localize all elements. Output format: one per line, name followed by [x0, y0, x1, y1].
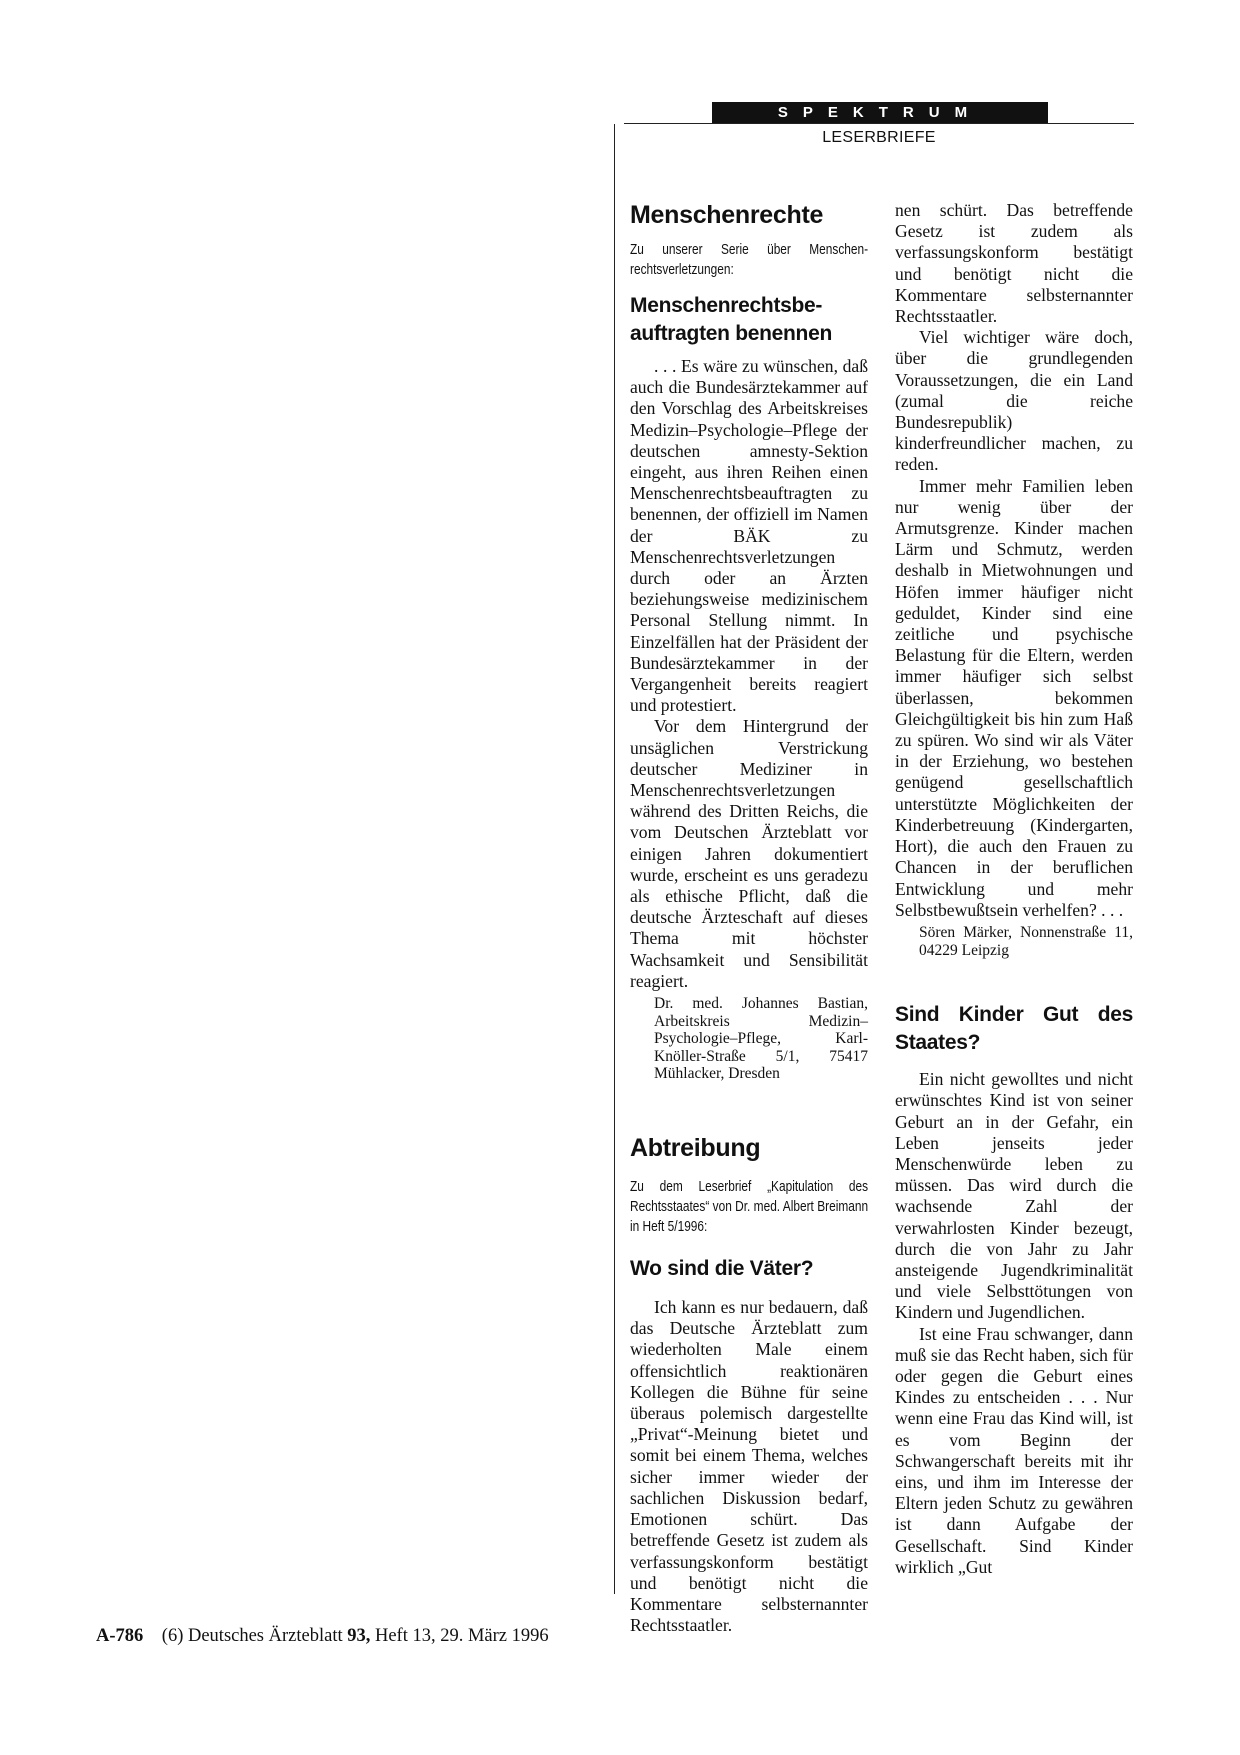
article-kicker: Zu dem Leserbrief „Kapitulation des Rechtsstaates“ von Dr. med. Albert Breimann in Heft 5/1996:	[630, 1179, 869, 1236]
volume-number: 93,	[347, 1626, 371, 1646]
letter-paragraph: Ich kann es nur bedauern, daß das Deutsche Ärzteblatt zum wiederholten Male einem offensichtlich reaktionären Kollegen die Bühne für seine überaus polemisch dargestellte „Privat“-Meinung bietet und somit bei einem Thema, welches sicher immer wieder der sachlichen Diskussion bedarf, Emotionen schürt. Das betreffende Gesetz ist zudem als verfassungskonform bestätigt und benötigt nicht die Kommentare selbsternannter Rechtsstaatler.	[630, 1297, 868, 1636]
letter-signature: Sören Märker, Nonnenstraße 11, 04229 Leipzig	[919, 923, 1133, 959]
letter-paragraph: Vor dem Hintergrund der unsäglichen Verstrickung deutscher Mediziner in Menschenrechtsverletzungen während des Dritten Reichs, die vom Deutschen Ärzteblatt vor einigen Jahren dokumentiert wurde, erscheint es uns geradezu als ethische Pflicht, daß die deutsche Ärzteschaft auf dieses Thema mit höchster Wachsamkeit und Sensibilität reagiert.	[630, 716, 868, 991]
letter-paragraph: Ein nicht gewolltes und nicht erwünschtes Kind ist von seiner Geburt an in der Gefahr, ein Leben jenseits jeder Menschenwürde leben zu müssen. Das wird durch die wachsende Zahl der verwahrlosten Kinder bezeugt, durch die von Jahr zu Jahr ansteigende Jugendkriminalität und viele Selbsttötungen von Kindern und Jugendlichen.	[895, 1069, 1133, 1323]
section-banner: SPEKTRUM	[712, 102, 1048, 124]
article-title: Menschenrechte	[630, 201, 824, 229]
letter-paragraph: . . . Es wäre zu wünschen, daß auch die Bundesärztekammer auf den Vorschlag des Arbeitskreises Medizin–Psychologie–Pflege der deutschen amnesty-Sektion eingeht, aus ihren Reihen einen Menschenrechtsbeauftragten zu benennen, der offiziell im Namen der BÄK zu Menschenrechtsverletzungen durch oder an Ärzten beziehungsweise medizinischem Personal Stellung nimmt. In Einzelfällen hat der Präsident der Bundesärztekammer in der Vergangenheit bereits reagiert und protestiert.	[630, 356, 868, 716]
letter-paragraph: Viel wichtiger wäre doch, über die grundlegenden Voraussetzungen, die ein Land (zumal die reiche Bundesrepublik) kinderfreundlicher machen, zu reden.	[895, 327, 1133, 475]
page-footer	[96, 1626, 549, 1647]
issue-citation-suffix: Heft 13, 29. März 1996	[374, 1626, 549, 1646]
letter-heading: Wo sind die Väter?	[630, 1257, 814, 1281]
letter-paragraph: Ist eine Frau schwanger, dann muß sie das Recht haben, sich für oder gegen die Geburt eines Kindes zu entscheiden . . . Nur wenn eine Frau das Kind will, ist es vom Beginn der Schwangerschaft bereits mit ihr eins, und ihm im Interesse der Eltern jeden Schutz zu gewähren ist dann Aufgabe der Gesellschaft. Sind Kinder wirklich „Gut	[895, 1323, 1133, 1577]
subsection-label: LESERBRIEFE	[822, 129, 936, 146]
letter-paragraph-continued: nen schürt. Das betreffende Gesetz ist zudem als verfassungskonform bestätigt und benötigt nicht die Kommentare selbsternannter Rechtsstaatler.	[895, 200, 1133, 327]
column-left	[630, 200, 869, 1636]
column-rule	[614, 124, 615, 1594]
letter-paragraph: Immer mehr Familien leben nur wenig über der Armutsgrenze. Kinder machen Lärm und Schmutz, werden deshalb in Mietwohnungen und Höfen immer häufiger nicht geduldet, Kinder sind eine zeitliche und psychische Belastung für die Eltern, werden immer häufiger sich selbst überlassen, bekommen Gleichgültigkeit bis hin zum Haß zu spüren. Wo sind wir als Väter in der Erziehung, wo bestehen genügend gesellschaftlich unterstützte Möglichkeiten der Kinderbetreuung (Kindergarten, Hort), die auch den Frauen zu Chancen in der beruflichen Entwicklung und mehr Selbstbewußtsein verhelfen? . . .	[895, 475, 1133, 920]
issue-citation-prefix: (6) Deutsches Ärzteblatt	[161, 1626, 343, 1646]
letter-heading: Sind Kinder Gut des Staates?	[895, 1003, 1133, 1055]
article-title: Abtreibung	[630, 1134, 761, 1163]
page-number: A-786	[96, 1626, 144, 1646]
column-right	[895, 200, 1133, 1577]
letter-signature: Dr. med. Johannes Bastian, Arbeitskreis Medizin–Psychologie–Pflege, Karl-Knöller-Straße 5/1, 75417 Mühlacker, Dresden	[654, 995, 868, 1083]
article-kicker: Zu unserer Serie über Menschenrechtsverletzungen:	[630, 242, 869, 278]
header-rule	[624, 123, 1134, 124]
letter-heading: Menschenrechtsbe-auftragten benennen	[630, 294, 832, 345]
